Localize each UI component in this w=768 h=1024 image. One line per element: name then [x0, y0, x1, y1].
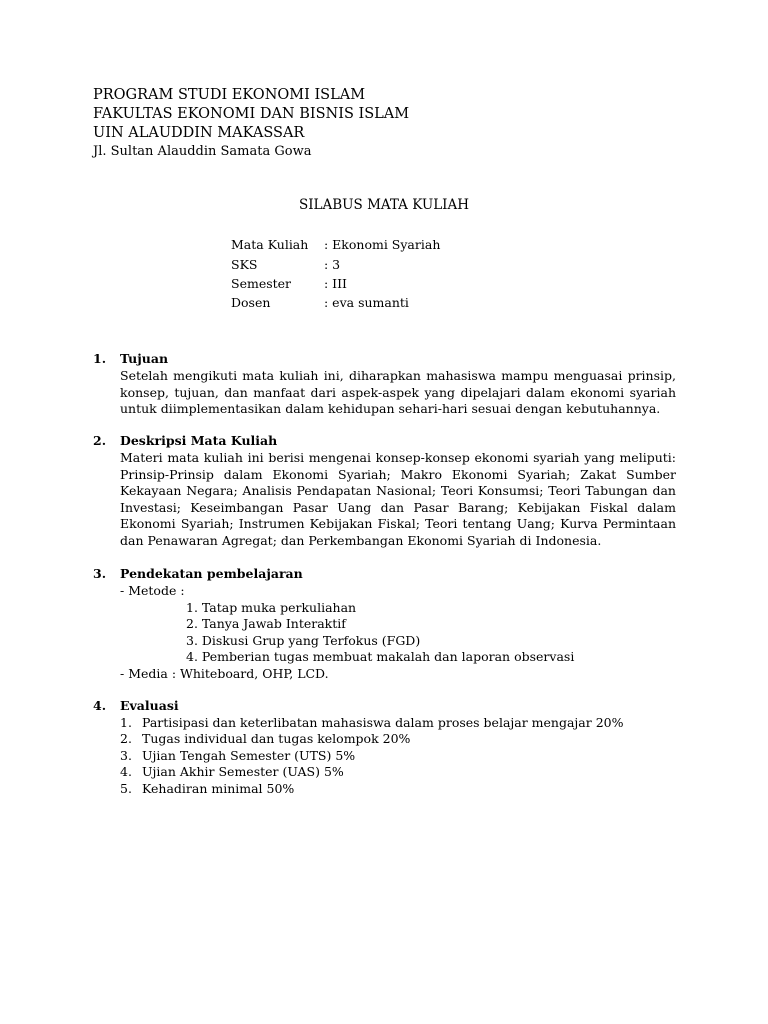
item-number: 5. — [120, 781, 132, 796]
info-value: : Ekonomi Syariah — [324, 237, 441, 252]
metode-item: 2. Tanya Jawab Interaktif — [186, 616, 346, 631]
paragraph-line: dan Penawaran Agregat; dan Perkembangan Ekonomi Syariah di Indonesia. — [120, 532, 602, 548]
paragraph-line: untuk diimplementasikan dalam kehidupan sehari-hari sesuai dengan kebutuhannya. — [120, 401, 661, 416]
info-label: Mata Kuliah — [231, 237, 309, 252]
media-line: - Media : Whiteboard, OHP, LCD. — [120, 666, 329, 681]
item-text: Partisipasi dan keterlibatan mahasiswa dalam proses belajar mengajar 20% — [142, 715, 624, 730]
metode-item: 1. Tatap muka perkuliahan — [186, 600, 357, 615]
document-title: SILABUS MATA KULIAH — [298, 197, 470, 213]
item-number: 1. — [120, 715, 132, 730]
paragraph-line: konsep, tujuan, dan manfaat dari aspek-aspek yang dipelajari dalam ekonomi syariah — [120, 384, 676, 400]
section-number: 4. — [93, 698, 107, 713]
section-heading: Pendekatan pembelajaran — [120, 566, 303, 581]
item-text: Ujian Tengah Semester (UTS) 5% — [142, 748, 356, 763]
info-label: Semester — [231, 276, 292, 291]
section-body — [120, 450, 676, 549]
metode-label: - Metode : — [120, 583, 185, 598]
program-name: PROGRAM STUDI EKONOMI ISLAM — [93, 87, 366, 103]
item-number: 3. — [120, 748, 132, 763]
section-number: 2. — [93, 433, 107, 448]
item-text: Tugas individual dan tugas kelompok 20% — [142, 731, 411, 746]
metode-item: 3. Diskusi Grup yang Terfokus (FGD) — [186, 633, 421, 648]
info-label: SKS — [231, 257, 258, 272]
paragraph-line: Prinsip-Prinsip dalam Ekonomi Syariah; Makro Ekonomi Syariah; Zakat Sumber — [120, 466, 676, 482]
section-number: 1. — [93, 351, 107, 366]
item-number: 2. — [120, 731, 132, 746]
section-body — [120, 368, 676, 418]
metode-item: 4. Pemberian tugas membuat makalah dan laporan observasi — [186, 649, 575, 664]
info-value: : 3 — [324, 257, 341, 272]
paragraph-line: Setelah mengikuti mata kuliah ini, diharapkan mahasiswa mampu menguasai prinsip, — [120, 368, 676, 383]
paragraph-line: Kekayaan Negara; Analisis Pendapatan Nasional; Teori Konsumsi; Teori Tabungan dan — [120, 483, 676, 498]
paragraph-line: Ekonomi Syariah; Instrumen Kebijakan Fiskal; Teori tentang Uang; Kurva Permintaan — [120, 516, 676, 531]
item-number: 4. — [120, 764, 132, 779]
paragraph-line: Materi mata kuliah ini berisi mengenai konsep-konsep ekonomi syariah yang meliputi: — [120, 450, 676, 465]
university-name: UIN ALAUDDIN MAKASSAR — [93, 125, 305, 141]
section-heading: Deskripsi Mata Kuliah — [120, 433, 278, 448]
info-value: : III — [324, 276, 347, 291]
section-number: 3. — [93, 566, 107, 581]
item-text: Kehadiran minimal 50% — [142, 781, 295, 796]
address: Jl. Sultan Alauddin Samata Gowa — [93, 144, 312, 159]
faculty-name: FAKULTAS EKONOMI DAN BISNIS ISLAM — [93, 106, 410, 122]
paragraph-line: Investasi; Keseimbangan Pasar Uang dan Pasar Barang; Kebijakan Fiskal dalam — [120, 499, 676, 515]
section-heading: Evaluasi — [120, 698, 179, 713]
info-label: Dosen — [231, 295, 271, 310]
section-heading: Tujuan — [120, 351, 169, 366]
info-value: : eva sumanti — [324, 295, 409, 310]
item-text: Ujian Akhir Semester (UAS) 5% — [142, 764, 344, 779]
